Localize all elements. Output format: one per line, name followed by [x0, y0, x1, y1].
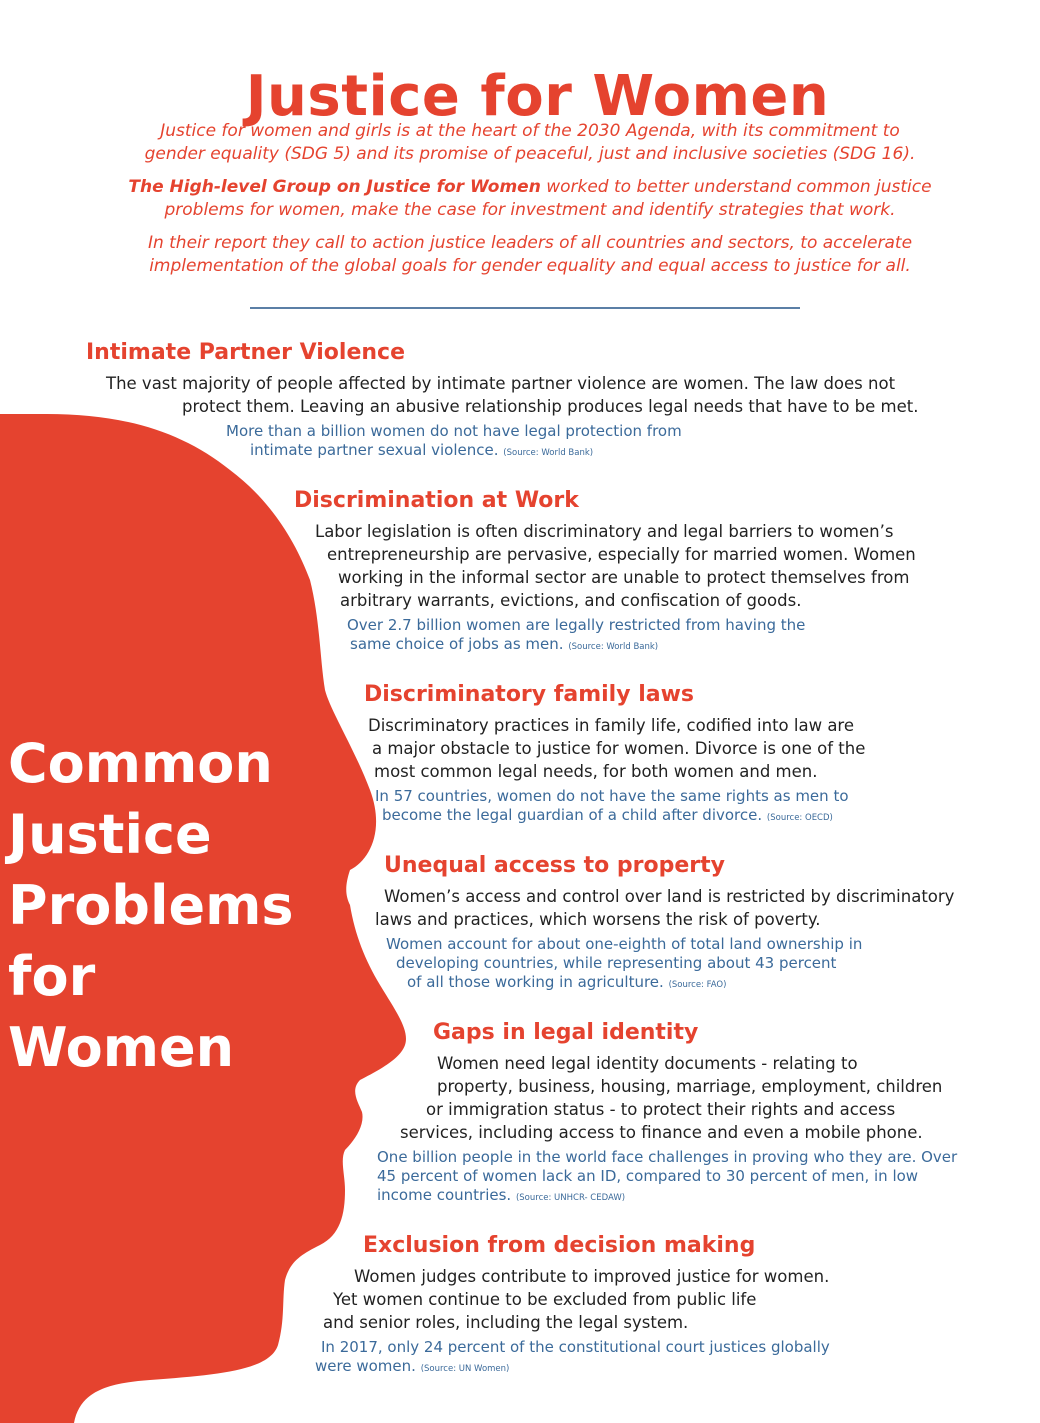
side-title: [8, 728, 294, 1083]
intro-paragraph-3: [90, 232, 970, 278]
section-body-line: laws and practices, which worsens the risk of poverty.: [375, 910, 821, 929]
intro-line: Justice for women and girls is at the heart of the 2030 Agenda, with its commitment to: [160, 121, 900, 141]
section-body-line: services, including access to finance and even a mobile phone.: [400, 1123, 923, 1142]
side-title-line: Common: [8, 732, 273, 795]
divider: [250, 307, 800, 309]
section-body-line: entrepreneurship are pervasive, especially for married women. Women: [327, 545, 916, 564]
side-title-line: Problems: [8, 874, 294, 937]
section-body-line: The vast majority of people affected by intimate partner violence are women. The law does not: [106, 374, 896, 393]
intro-line: problems for women, make the case for investment and identify strategies that work.: [164, 200, 896, 220]
section-body-line: Women need legal identity documents - relating to: [437, 1054, 858, 1073]
section-stat-line: of all those working in agriculture. (Source: FAO): [407, 973, 727, 991]
section-body-line: Yet women continue to be excluded from public life: [333, 1290, 757, 1309]
section-stat-line: developing countries, while representing about 43 percent: [396, 954, 837, 972]
section-stat-line: More than a billion women do not have legal protection from: [226, 422, 682, 440]
source-note: (Source: World Bank): [503, 448, 594, 458]
section-body-line: Labor legislation is often discriminatory and legal barriers to women’s: [315, 522, 894, 541]
section-body-line: property, business, housing, marriage, employment, children: [437, 1077, 943, 1096]
section-stat-line: income countries. (Source: UNHCR- CEDAW): [377, 1186, 626, 1204]
intro-line: implementation of the global goals for gender equality and equal access to justice for all.: [149, 256, 911, 276]
intro-line: worked to better understand common justice: [540, 177, 932, 197]
source-note: (Source: World Bank): [568, 642, 659, 652]
section-stat-line: Women account for about one-eighth of total land ownership in: [386, 935, 863, 953]
intro-line: In their report they call to action justice leaders of all countries and sectors, to accelerate: [147, 233, 913, 253]
intro-paragraph-2: [90, 176, 970, 222]
section-body-line: Women’s access and control over land is restricted by discriminatory: [384, 887, 955, 906]
section-body-line: Discriminatory practices in family life, codified into law are: [368, 716, 855, 735]
intro-paragraph-1: [90, 120, 970, 166]
section-body-line: or immigration status - to protect their rights and access: [426, 1100, 896, 1119]
source-note: (Source: OECD): [766, 813, 833, 823]
page-title: Justice for Women: [245, 63, 830, 129]
section-stat-line: In 57 countries, women do not have the same rights as men to: [375, 787, 849, 805]
section-stat-line: In 2017, only 24 percent of the constitutional court justices globally: [321, 1338, 830, 1356]
section-title: Unequal access to property: [384, 853, 725, 878]
section-title: Discriminatory family laws: [364, 682, 695, 707]
section-body-line: most common legal needs, for both women and men.: [374, 762, 818, 781]
section-stat-line: become the legal guardian of a child after divorce. (Source: OECD): [382, 806, 833, 824]
section-body-line: Women judges contribute to improved justice for women.: [354, 1267, 830, 1286]
side-title-line: Women: [8, 1016, 235, 1079]
side-title-line: Justice: [8, 803, 212, 866]
section-body-line: and senior roles, including the legal system.: [323, 1313, 689, 1332]
intro-line: gender equality (SDG 5) and its promise of peaceful, just and inclusive societies (SDG 16).: [144, 144, 916, 164]
section-stat-line: 45 percent of women lack an ID, compared to 30 percent of men, in low: [377, 1167, 919, 1185]
source-note: (Source: UNHCR- CEDAW): [515, 1193, 626, 1203]
source-note: (Source: FAO): [668, 980, 727, 990]
section-stat-line: intimate partner sexual violence. (Source: World Bank): [250, 441, 594, 459]
side-title-line: for: [8, 945, 96, 1008]
section-stat-line: Over 2.7 billion women are legally restricted from having the: [347, 616, 806, 634]
section-stat-line: One billion people in the world face challenges in proving who they are. Over: [377, 1148, 958, 1166]
section-body-line: protect them. Leaving an abusive relationship produces legal needs that have to be met.: [182, 397, 919, 416]
section-title: Discrimination at Work: [294, 488, 579, 513]
section-title: Gaps in legal identity: [433, 1020, 699, 1045]
section-stat-line: same choice of jobs as men. (Source: World Bank): [350, 635, 659, 653]
section-title: Intimate Partner Violence: [86, 340, 405, 365]
source-note: (Source: UN Women): [420, 1364, 510, 1374]
section-stat-line: were women. (Source: UN Women): [315, 1357, 510, 1375]
section-body-line: working in the informal sector are unable to protect themselves from: [338, 568, 910, 587]
section-title: Exclusion from decision making: [363, 1233, 756, 1258]
group-name: The High-level Group on Justice for Women: [128, 177, 541, 197]
section-body-line: arbitrary warrants, evictions, and confiscation of goods.: [340, 591, 802, 610]
section-body-line: a major obstacle to justice for women. Divorce is one of the: [372, 739, 866, 758]
